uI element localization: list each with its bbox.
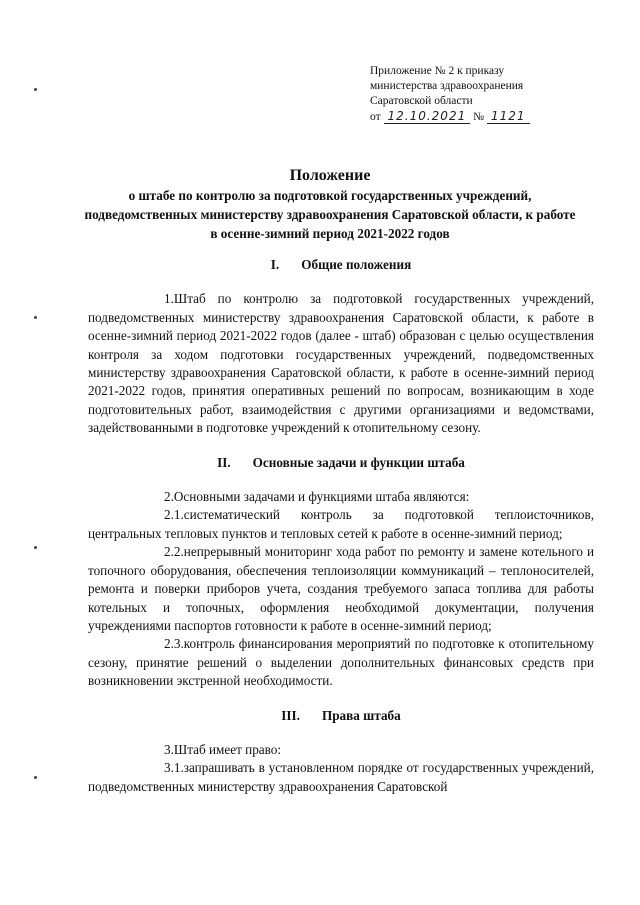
section-number: III. xyxy=(281,707,300,723)
paragraph xyxy=(88,635,594,690)
margin-mark xyxy=(34,546,37,549)
paragraph xyxy=(88,543,594,635)
paragraph xyxy=(88,506,594,543)
annex-date-value: 12.10.2021 xyxy=(384,109,471,124)
paragraph-text: контроль финансирования мероприятий по подготовке к отопительному сезону, принятие решений о выделении дополнительных финансовых средств при возникновении экстренной необходимости. xyxy=(88,636,594,689)
paragraph-number: 3.1. xyxy=(164,760,184,776)
paragraph-number: 2.2. xyxy=(164,544,184,560)
paragraph-text: Штаб по контролю за подготовкой государственных учреждений, подведомственных министерству здравоохранения Саратовской области, к работе в осенне-зимний период 2021-2022 годов (далее - штаб) образован с целью осуществления контроля за ходом подготовки государственных учреждений, подведомственных министерству здравоохранения Саратовской области, к работе в осенне-зимний период 2021-2022 годов, принятия оперативных решений по вопросам, возникающим в ходе подготовительных работ, взаимодействия с другими организациями и ведомствами, задействованными в подготовке учреждений к отопительному сезону. xyxy=(88,291,594,436)
section-heading xyxy=(88,707,594,725)
paragraph xyxy=(88,488,594,506)
paragraph-number: 3. xyxy=(164,741,174,757)
section-number: I. xyxy=(270,257,280,272)
annex-date-prefix: от xyxy=(370,111,381,123)
section-title: Общие положения xyxy=(301,257,412,272)
paragraph xyxy=(88,741,594,759)
paragraph-number: 1. xyxy=(164,291,174,307)
annex-date-line xyxy=(370,109,590,125)
annex-line: министерства здравоохранения xyxy=(370,80,524,92)
margin-mark xyxy=(34,776,37,779)
paragraph-number: 2.3. xyxy=(164,636,184,652)
paragraph-text: Штаб имеет право: xyxy=(173,741,282,757)
margin-mark xyxy=(34,88,37,91)
paragraph xyxy=(88,290,594,437)
margin-mark xyxy=(34,316,37,319)
annex-number-value: 1121 xyxy=(487,109,530,124)
paragraph-text: систематический контроль за подготовкой теплоисточников, центральных тепловых пунктов и тепловых сетей к работе в осенне-зимний период; xyxy=(88,507,594,541)
paragraph xyxy=(88,759,594,796)
section-heading xyxy=(88,256,594,274)
annex-line: Саратовской области xyxy=(370,95,473,107)
paragraph-text: Основными задачами и функциями штаба являются: xyxy=(173,489,470,505)
section-heading xyxy=(88,454,594,472)
document-body xyxy=(88,256,594,796)
document-title xyxy=(80,166,580,243)
section-title: Права штаба xyxy=(321,707,401,723)
section-title: Основные задачи и функции штаба xyxy=(252,454,465,470)
title-main: Положение xyxy=(289,167,371,184)
annex-line: Приложение № 2 к приказу xyxy=(370,65,505,77)
annex-header xyxy=(370,64,590,125)
paragraph-text: непрерывный мониторинг хода работ по ремонту и замене котельного и топочного оборудования, обеспечения теплоизоляции коммуникаций – теплоносителей, ремонта и поверки приборов учета, создания требуемого запаса топлива для работы котельных и топочных, оформления необходимой документации, получения учреждениями паспортов готовности к работе в осенне-зимний период; xyxy=(88,544,594,633)
paragraph-number: 2.1. xyxy=(164,507,184,523)
paragraph-text: запрашивать в установленном порядке от государственных учреждений, подведомственных министерству здравоохранения Саратовской xyxy=(88,760,594,794)
paragraph-number: 2. xyxy=(164,489,174,505)
annex-number-prefix: № xyxy=(473,111,485,123)
section-number: II. xyxy=(217,454,231,470)
title-sub: о штабе по контролю за подготовкой государственных учреждений, подведомственных министерству здравоохранения Саратовской области, к работе в осенне-зимний период 2021-2022 годов xyxy=(84,188,576,241)
